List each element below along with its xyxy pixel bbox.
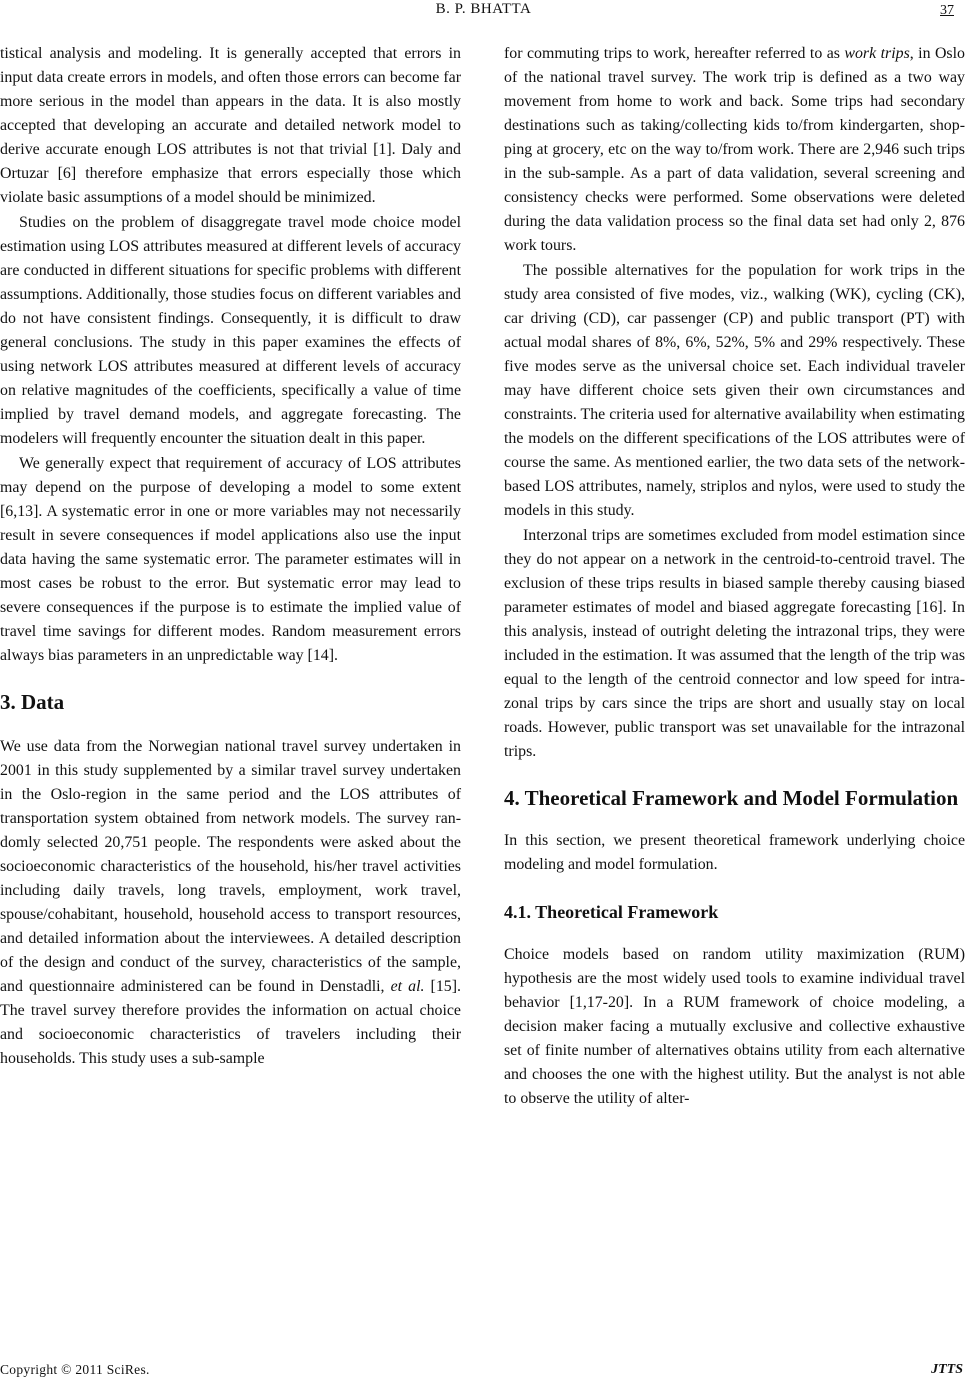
paragraph-italic: et al. (390, 978, 425, 995)
paragraph: tistical analysis and modeling. It is generally accepted that errors in input data create errors in models, and often those errors can become far more serious in the model than appears in the data. It is also mostly accepted that developing an accurate and detailed network model to derive accurate enough LOS attributes is not that trivial [1]. Daly and Ortuzar [6] therefore emphasize that errors especially those which violate basic assumptions of a model should be minimized. (0, 45, 461, 206)
paragraph-text: We use data from the Norwegian national travel survey undertaken in 2001 in this study supplemented by a similar travel survey undertaken in the Oslo-region in the same period and the LOS attributes of transportation system obtained from network models. The survey randomly selected 20,751 people. The respondents were asked about the socioeconomic characteristics of the household, his/her travel activities including daily travels, long travels, employment, work travel, spouse/cohabitant, household, household access to transport resources, and detailed information about the interviewees. A detailed description of the design and conduct of the survey, characteristics of the sample, and questionnaire administered can be found in Denstadli, (0, 738, 461, 995)
left-column (0, 42, 461, 1071)
section-heading: 3. Data (0, 690, 65, 714)
journal-name: JTTS (931, 1362, 963, 1377)
paragraph: We generally expect that requirement of accuracy of LOS attributes may depend on the purpose of developing a model to some extent [6,13]. A systematic error in one or more variables may not necessarily result in severe consequences if model applications also use the input data having the same systematic error. The parameter estimates will in most cases be robust to the error. But systematic error may lead to severe consequences if the purpose is to estimate the implied value of travel time savings for different modes. Random measurement errors always bias parameters in an unpredictable way [14]. (0, 455, 461, 664)
running-title: B. P. BHATTA (435, 1, 532, 17)
subsection-heading: 4.1. Theoretical Framework (504, 902, 719, 922)
paragraph-text: , in Oslo of the national travel survey. The work trip is defined as a two way movement from home to work and back. Some trips had secondary destinations such as taking/collecting kids to/from kindergarten, shopping at grocery, etc on the way to/from work. There are 2,946 such trips in the sub-sample. As a part of data validation, several screening and consistency checks were performed. Some observations were deleted during the data validation process so the final data set had only 2, 876 work tours. (504, 45, 965, 254)
paragraph-text: for commuting trips to work, hereafter referred to as (504, 45, 845, 62)
paragraph (504, 42, 965, 258)
paragraph: Choice models based on random utility maximization (RUM) hypothesis are the most widely used tools to examine individual travel behavior [1,17-20]. In a RUM framework of choice modeling, a decision maker facing a mutually exclusive and collective exhaustive set of finite number of alternatives obtains utility from each alternative and chooses the one with the highest utility. But the analyst is not able to observe the utility of alter- (504, 946, 965, 1107)
paragraph: The possible alternatives for the population for work trips in the study area consisted of five modes, viz., walking (WK), cycling (CK), car driving (CD), car passenger (CP) and public transport (PT) with actual modal shares of 8%, 6%, 52%, 5% and 29% respectively. These five modes serve as the universal choice set. Each individual traveler may have different choice sets given their own circumstances and constraints. The criteria used for alternative availability when estimating the models on the different specifications of the LOS attributes were of course the same. As mentioned earlier, the two data sets of the network-based LOS attributes, namely, striplos and nylos, were used to study the models in this study. (504, 262, 965, 519)
paragraph (0, 735, 461, 1071)
right-column (504, 42, 965, 1111)
paragraph: Studies on the problem of disaggregate travel mode choice model estimation using LOS attributes measured at different levels of accuracy are conducted in different situations for specific problems with different assumptions. Additionally, those studies focus on different variables and do not have consistent findings. Consequently, it is difficult to draw general conclusions. The study in this paper examines the effects of using network LOS attributes measured at different levels of accuracy on relative magnitudes of the coefficients, specifically a value of time implied by travel demand models, and aggregate forecasting. The modelers will frequently encounter the situation dealt in this paper. (0, 214, 461, 447)
copyright-notice: Copyright © 2011 SciRes. (0, 1362, 150, 1377)
paragraph: Interzonal trips are sometimes excluded from model estimation since they do not appear on a network in the centroid-to-centroid travel. The exclusion of these trips results in biased sample thereby causing biased parameter estimates of model and biased aggregate forecasting [16]. In this analysis, instead of outright deleting the intrazonal trips, they were included in the estimation. It was assumed that the length of the trip was equal to the length of the centroid connector and low speed for intrazonal trips by cars since the trips are short and usually stay on local roads. However, public transport was set unavailable for the intrazonal trips. (504, 527, 965, 760)
section-heading: 4. Theoretical Framework and Model Formulation (504, 786, 959, 810)
paragraph-italic: work trips (844, 45, 910, 62)
paragraph-text: [15]. The travel survey therefore provides the information on actual choice and socioeconomic characteristics of travelers including their households. This study uses a sub-sample (0, 978, 462, 1067)
page-number: 37 (940, 3, 954, 18)
paragraph: In this section, we present theoretical framework underlying choice modeling and model formulation. (504, 832, 965, 873)
